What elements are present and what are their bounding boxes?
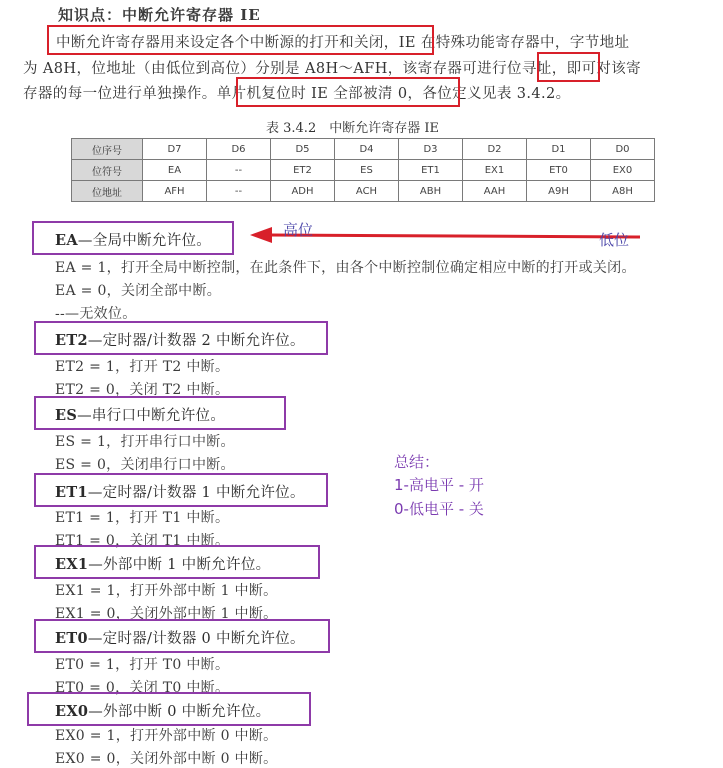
bit-description: —定时器/计数器 1 中断允许位。 (87, 485, 305, 501)
paragraph-text: 存器的每一位进行单独操作。 (23, 86, 217, 102)
row-header: 位符号 (72, 160, 143, 181)
table-cell: D7 (143, 139, 207, 160)
bit-description: —串行口中断允许位。 (77, 408, 226, 424)
bit-et0-heading (55, 627, 305, 648)
table-cell: ET0 (527, 160, 591, 181)
bit-description: —外部中断 1 中断允许位。 (88, 557, 271, 573)
bit-ex1-heading (55, 553, 270, 574)
bit-et2-heading (55, 329, 305, 350)
table-cell: ADH (271, 181, 335, 202)
bit-description: —外部中断 0 中断允许位。 (88, 704, 271, 720)
table-cell: EA (143, 160, 207, 181)
label-high-bit: 高位 (283, 221, 314, 239)
table-cell: A8H (591, 181, 655, 202)
paragraph-text: ，即可对该寄 (551, 61, 642, 77)
bit-name: ET2 (55, 332, 88, 349)
bit-name: ET1 (55, 484, 88, 501)
table-cell: EX1 (463, 160, 527, 181)
table-row (72, 181, 655, 202)
page-title: 知识点：中断允许寄存器 IE (58, 6, 261, 24)
table-cell: -- (207, 181, 271, 202)
table-caption: 表 3.4.2 中断允许寄存器 IE (266, 121, 439, 136)
bit-description: —全局中断允许位。 (77, 233, 212, 249)
register-table (71, 138, 655, 202)
table-cell: D6 (207, 139, 271, 160)
bit-description: —定时器/计数器 2 中断允许位。 (87, 333, 305, 349)
table-cell: AFH (143, 181, 207, 202)
bit-et1-line-1: ET1 = 1，打开 T1 中断。 (55, 510, 230, 526)
row-header: 位序号 (72, 139, 143, 160)
bit-name: EA (55, 232, 78, 249)
bit-es-line-1: ES = 1，打开串行口中断。 (55, 434, 235, 450)
bit-ex1-line-2: EX1 = 0，关闭外部中断 1 中断。 (55, 606, 278, 622)
summary-line-1: 1-高电平 - 开 (394, 476, 484, 494)
bit-ea-heading (55, 229, 211, 250)
table-cell: A9H (527, 181, 591, 202)
bit-et1-line-2: ET1 = 0，关闭 T1 中断。 (55, 533, 230, 549)
paragraph-text: 为 A8H，位地址（由低位到高位）分别是 A8H～AFH，该寄存器可进行 (23, 61, 507, 77)
bit-es-line-2: ES = 0，关闭串行口中断。 (55, 457, 235, 473)
row-header: 位地址 (72, 181, 143, 202)
table-row (72, 139, 655, 160)
red-box-reset-clear (236, 77, 460, 107)
bit-ea-line-3: --—无效位。 (55, 306, 137, 322)
table-cell: -- (207, 160, 271, 181)
red-box-interrupt-sentence (47, 25, 434, 55)
paragraph-text: 各位定义见表 3.4.2。 (422, 86, 571, 102)
table-cell: D0 (591, 139, 655, 160)
bit-et0-line-2: ET0 = 0，关闭 T0 中断。 (55, 680, 230, 696)
table-cell: ABH (399, 181, 463, 202)
bit-es-heading (55, 404, 225, 425)
bit-name: EX0 (55, 703, 89, 720)
table-cell: AAH (463, 181, 527, 202)
table-cell: D3 (399, 139, 463, 160)
table-cell: ES (335, 160, 399, 181)
paragraph-text: IE 在特殊功能寄存器中，字节地址 (398, 35, 630, 51)
bit-et2-line-2: ET2 = 0，关闭 T2 中断。 (55, 382, 230, 398)
label-low-bit: 低位 (599, 231, 630, 249)
table-cell: ACH (335, 181, 399, 202)
summary-line-0: 0-低电平 - 关 (394, 500, 484, 518)
table-cell: ET2 (271, 160, 335, 181)
bit-et2-line-1: ET2 = 1，打开 T2 中断。 (55, 359, 230, 375)
table-row (72, 160, 655, 181)
table-cell: D2 (463, 139, 527, 160)
highlight-bit-addressable: 位寻址 (506, 61, 552, 77)
table-cell: ET1 (399, 160, 463, 181)
highlight-interrupt-sentence: 中断允许寄存器用来设定各个中断源的打开和关闭， (56, 35, 399, 51)
bit-ex0-line-1: EX0 = 1，打开外部中断 0 中断。 (55, 728, 278, 744)
bit-name: EX1 (55, 556, 89, 573)
bit-name: ES (55, 407, 78, 424)
bit-description: —定时器/计数器 0 中断允许位。 (87, 631, 305, 647)
bit-ex0-heading (55, 700, 270, 721)
red-box-bit-addressable (537, 52, 600, 82)
summary-title: 总结： (394, 453, 440, 471)
bit-ex1-line-1: EX1 = 1，打开外部中断 1 中断。 (55, 583, 278, 599)
bit-ex0-line-2: EX0 = 0，关闭外部中断 0 中断。 (55, 751, 278, 767)
table-cell: D1 (527, 139, 591, 160)
bit-et1-heading (55, 481, 305, 502)
bit-et0-line-1: ET0 = 1，打开 T0 中断。 (55, 657, 230, 673)
bit-ea-line-2: EA = 0，关闭全部中断。 (55, 283, 222, 299)
table-cell: EX0 (591, 160, 655, 181)
table-cell: D4 (335, 139, 399, 160)
bit-name: ET0 (55, 630, 88, 647)
bit-ea-line-1: EA = 1，打开全局中断控制，在此条件下，由各个中断控制位确定相应中断的打开或关闭。 (55, 260, 636, 276)
table-cell: D5 (271, 139, 335, 160)
highlight-reset-clear: 单片机复位时 IE 全部被清 0， (216, 86, 423, 102)
